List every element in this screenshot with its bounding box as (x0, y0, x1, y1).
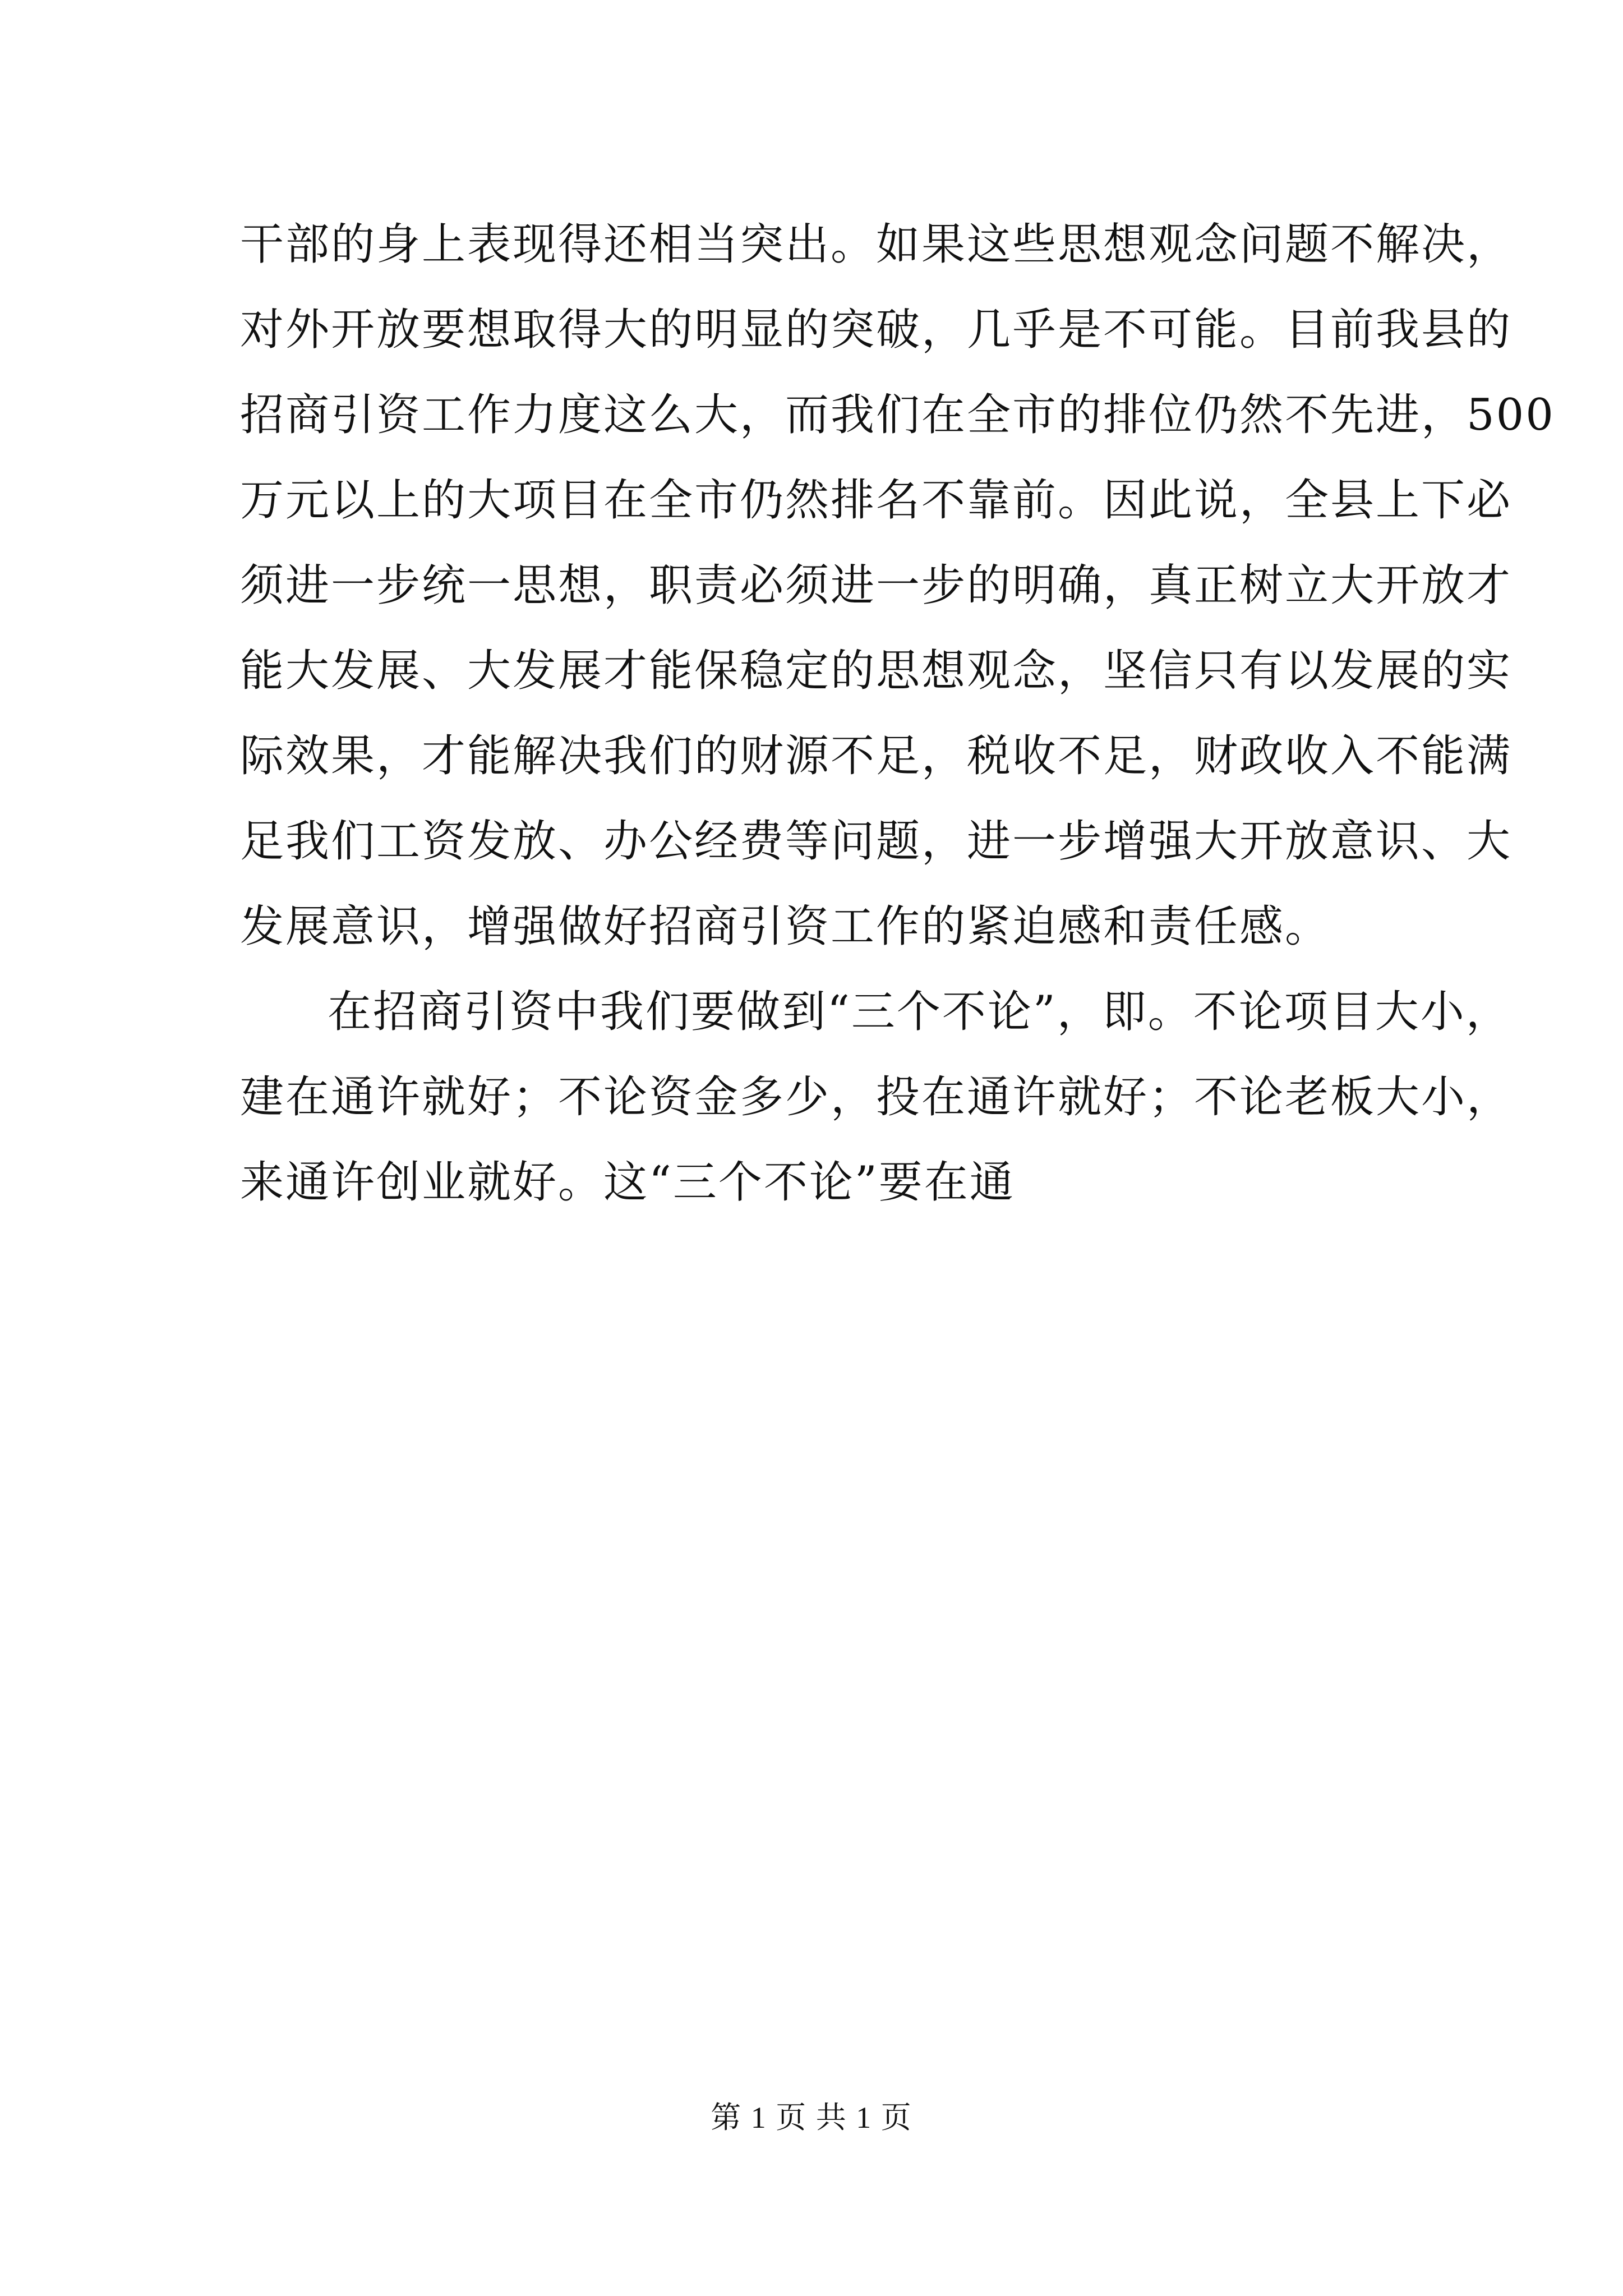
text-line-8: 足我们工资发放、办公经费等问题，进一步增强大开放意识、大 (240, 816, 1513, 867)
body-text (240, 202, 1555, 1225)
text-line-2: 对外开放要想取得大的明显的突破，几乎是不可能。目前我县的 (240, 305, 1513, 355)
text-line-10: 在招商引资中我们要做到“三个不论”，即。不论项目大小， (328, 987, 1511, 1037)
text-line-4: 万元以上的大项目在全市仍然排名不靠前。因此说，全县上下必 (240, 475, 1513, 526)
text-line-1: 干部的身上表现得还相当突出。如果这些思想观念问题不解决， (240, 219, 1513, 270)
text-line-7: 际效果，才能解决我们的财源不足，税收不足，财政收入不能满 (240, 731, 1513, 781)
text-line-11: 建在通许就好；不论资金多少，投在通许就好；不论老板大小， (240, 1072, 1513, 1122)
text-line-3: 招商引资工作力度这么大，而我们在全市的排位仍然不先进，500 (240, 390, 1555, 440)
text-line-12: 来通许创业就好。这“三个不论”要在通 (240, 1157, 1015, 1208)
text-line-5: 须进一步统一思想，职责必须进一步的明确，真正树立大开放才 (240, 560, 1513, 611)
page-footer (0, 2095, 1623, 2140)
page-number-label: 第 1 页 共 1 页 (711, 2101, 912, 2134)
text-line-9: 发展意识，增强做好招商引资工作的紧迫感和责任感。 (240, 901, 1331, 952)
text-line-6: 能大发展、大发展才能保稳定的思想观念，坚信只有以发展的实 (240, 646, 1513, 696)
